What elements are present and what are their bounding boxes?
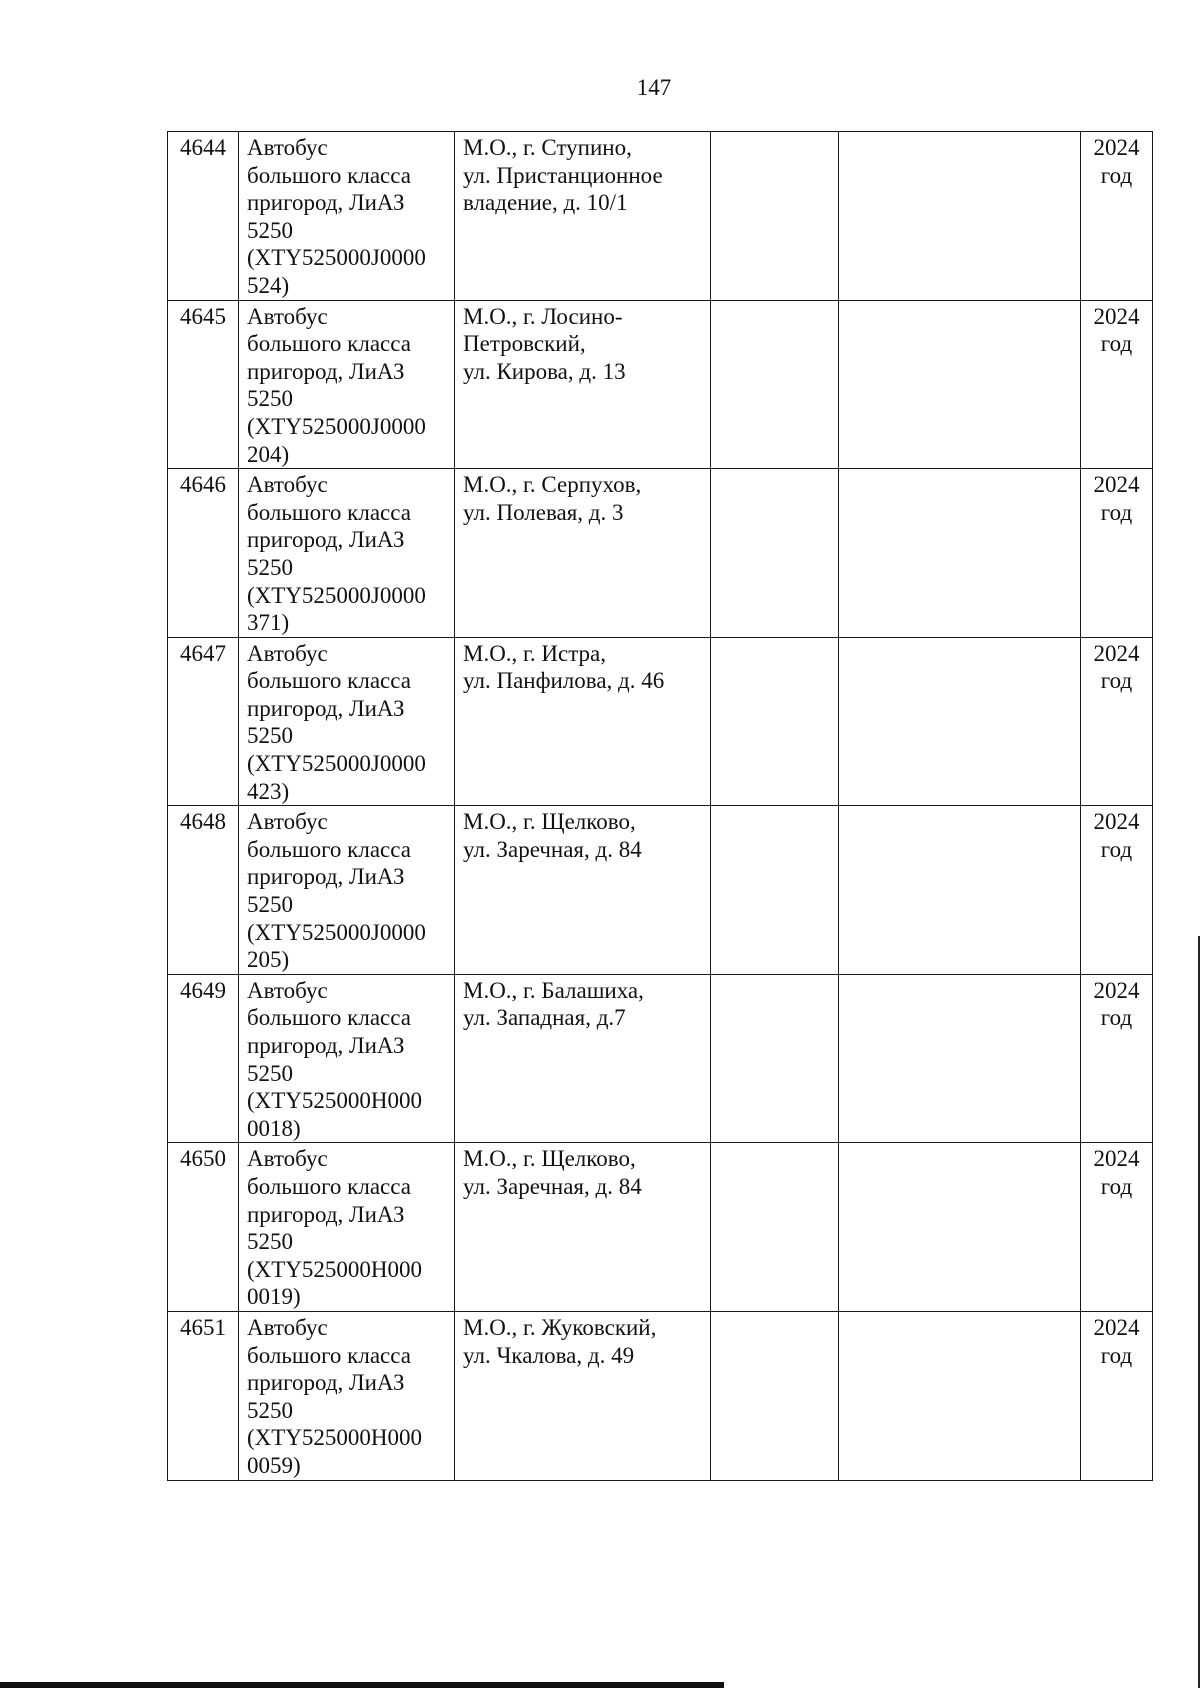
cell-number: 4650 [168, 1143, 239, 1312]
cell-empty [839, 806, 1081, 975]
vehicle-line: большого класса [247, 836, 411, 862]
cell-number: 4644 [168, 132, 239, 301]
page-number: 147 [636, 75, 672, 100]
table-row [168, 637, 1153, 806]
vehicle-line: 5250 [247, 1060, 293, 1086]
vehicle-line: (XTY525000H000 [247, 1256, 423, 1282]
cell-empty [839, 974, 1081, 1143]
year-line: 2024 [1093, 135, 1140, 160]
cell-vehicle [239, 1143, 455, 1312]
address-line: М.О., г. Жуковский, [463, 1314, 657, 1340]
year-line: 2024 [1093, 472, 1140, 498]
cell-address [455, 974, 711, 1143]
cell-vehicle [239, 1311, 455, 1480]
vehicle-line: пригород, ЛиАЗ [247, 527, 405, 553]
year-line: 2024 [1093, 303, 1140, 329]
cell-address [455, 1143, 711, 1312]
year-line: год [1100, 1173, 1133, 1199]
cell-year [1081, 1311, 1153, 1480]
cell-number: 4645 [168, 300, 239, 469]
address-line: ул. Панфилова, д. 46 [463, 668, 665, 694]
vehicle-line: большого класса [247, 162, 411, 188]
vehicle-line: 5250 [247, 217, 293, 243]
table-body [168, 132, 1153, 1481]
cell-empty [839, 1143, 1081, 1312]
cell-year [1081, 469, 1153, 638]
cell-vehicle [239, 300, 455, 469]
cell-address [455, 637, 711, 806]
vehicle-line: 5250 [247, 386, 293, 412]
vehicle-line: большого класса [247, 668, 411, 694]
vehicle-table [167, 131, 1153, 1481]
year-line: год [1100, 162, 1133, 188]
address-line: М.О., г. Серпухов, [463, 472, 642, 498]
cell-vehicle [239, 806, 455, 975]
cell-empty [711, 1311, 839, 1480]
cell-address [455, 1311, 711, 1480]
vehicle-line: пригород, ЛиАЗ [247, 1370, 405, 1396]
table-row [168, 1143, 1153, 1312]
vehicle-line: большого класса [247, 499, 411, 525]
vehicle-line: 371) [247, 610, 290, 636]
address-line: ул. Западная, д.7 [463, 1005, 626, 1031]
vehicle-line: 5250 [247, 554, 293, 580]
year-line: 2024 [1093, 1314, 1140, 1340]
address-line: М.О., г. Ступино, [463, 135, 632, 160]
cell-vehicle [239, 469, 455, 638]
table-row [168, 300, 1153, 469]
address-line: владение, д. 10/1 [463, 190, 628, 216]
vehicle-line: Автобус [247, 472, 328, 498]
cell-empty [839, 469, 1081, 638]
address-line: Петровский, [463, 331, 586, 357]
cell-empty [711, 132, 839, 301]
vehicle-line: 423) [247, 778, 290, 804]
vehicle-line: Автобус [247, 640, 328, 666]
cell-number: 4646 [168, 469, 239, 638]
vehicle-line: Автобус [247, 303, 328, 329]
address-line: ул. Кирова, д. 13 [463, 358, 626, 384]
table-row [168, 974, 1153, 1143]
vehicle-line: пригород, ЛиАЗ [247, 695, 405, 721]
vehicle-line: (XTY525000J0000 [247, 919, 426, 945]
vehicle-line: 5250 [247, 892, 293, 918]
vehicle-line: большого класса [247, 1005, 411, 1031]
cell-number: 4648 [168, 806, 239, 975]
address-line: М.О., г. Истра, [463, 640, 607, 666]
year-line: год [1100, 836, 1133, 862]
cell-vehicle [239, 637, 455, 806]
vehicle-line: (XTY525000J0000 [247, 413, 426, 439]
address-line: М.О., г. Лосино- [463, 303, 623, 329]
cell-year [1081, 300, 1153, 469]
vehicle-line: 0059) [247, 1452, 301, 1478]
vehicle-line: Автобус [247, 135, 328, 160]
vehicle-line: (XTY525000J0000 [247, 245, 426, 271]
address-line: М.О., г. Балашиха, [463, 977, 644, 1003]
year-line: год [1100, 668, 1133, 694]
cell-empty [839, 1311, 1081, 1480]
cell-empty [839, 300, 1081, 469]
vehicle-line: пригород, ЛиАЗ [247, 864, 405, 890]
vehicle-line: (XTY525000H000 [247, 1425, 423, 1451]
table-row [168, 1311, 1153, 1480]
cell-year [1081, 1143, 1153, 1312]
cell-empty [711, 300, 839, 469]
cell-empty [711, 637, 839, 806]
cell-empty [839, 132, 1081, 301]
cell-address [455, 469, 711, 638]
vehicle-line: (XTY525000J0000 [247, 751, 426, 777]
vehicle-line: 5250 [247, 1397, 293, 1423]
address-line: ул. Заречная, д. 84 [463, 1173, 642, 1199]
table-row [168, 469, 1153, 638]
vehicle-line: Автобус [247, 1146, 328, 1172]
scan-bottom-rule [0, 1682, 724, 1688]
cell-year [1081, 974, 1153, 1143]
vehicle-line: (XTY525000H000 [247, 1088, 423, 1114]
cell-vehicle [239, 132, 455, 301]
cell-number: 4647 [168, 637, 239, 806]
address-line: ул. Чкалова, д. 49 [463, 1342, 635, 1368]
vehicle-line: большого класса [247, 331, 411, 357]
vehicle-line: пригород, ЛиАЗ [247, 1033, 405, 1058]
cell-year [1081, 132, 1153, 301]
cell-empty [839, 637, 1081, 806]
cell-empty [711, 1143, 839, 1312]
cell-empty [711, 974, 839, 1143]
address-line: ул. Пристанционное [463, 162, 663, 188]
vehicle-line: 5250 [247, 723, 293, 749]
address-line: ул. Заречная, д. 84 [463, 836, 642, 862]
cell-vehicle [239, 974, 455, 1143]
cell-year [1081, 806, 1153, 975]
vehicle-line: большого класса [247, 1342, 411, 1368]
vehicle-line: (XTY525000J0000 [247, 582, 426, 608]
cell-empty [711, 469, 839, 638]
year-line: 2024 [1093, 977, 1140, 1003]
vehicle-line: Автобус [247, 977, 328, 1003]
cell-address [455, 300, 711, 469]
vehicle-line: Автобус [247, 1314, 328, 1340]
cell-year [1081, 637, 1153, 806]
vehicle-line: пригород, ЛиАЗ [247, 358, 405, 384]
year-line: год [1100, 1005, 1133, 1031]
year-line: год [1100, 1342, 1133, 1368]
vehicle-line: 524) [247, 272, 290, 298]
cell-empty [711, 806, 839, 975]
address-line: ул. Полевая, д. 3 [463, 499, 624, 525]
vehicle-line: Автобус [247, 809, 328, 835]
year-line: год [1100, 499, 1133, 525]
vehicle-line: пригород, ЛиАЗ [247, 1201, 405, 1227]
cell-address [455, 806, 711, 975]
vehicle-line: 0019) [247, 1284, 301, 1310]
cell-address [455, 132, 711, 301]
cell-number: 4649 [168, 974, 239, 1143]
vehicle-line: 204) [247, 441, 290, 467]
year-line: 2024 [1093, 640, 1140, 666]
vehicle-line: большого класса [247, 1173, 411, 1199]
cell-number: 4651 [168, 1311, 239, 1480]
table-row [168, 806, 1153, 975]
vehicle-line: 205) [247, 947, 290, 973]
vehicle-line: 5250 [247, 1229, 293, 1255]
year-line: 2024 [1093, 809, 1140, 835]
vehicle-line: пригород, ЛиАЗ [247, 190, 405, 216]
address-line: М.О., г. Щелково, [463, 1146, 636, 1172]
address-line: М.О., г. Щелково, [463, 809, 636, 835]
vehicle-line: 0018) [247, 1115, 301, 1141]
year-line: 2024 [1093, 1146, 1140, 1172]
year-line: год [1100, 331, 1133, 357]
table-row [168, 132, 1153, 301]
